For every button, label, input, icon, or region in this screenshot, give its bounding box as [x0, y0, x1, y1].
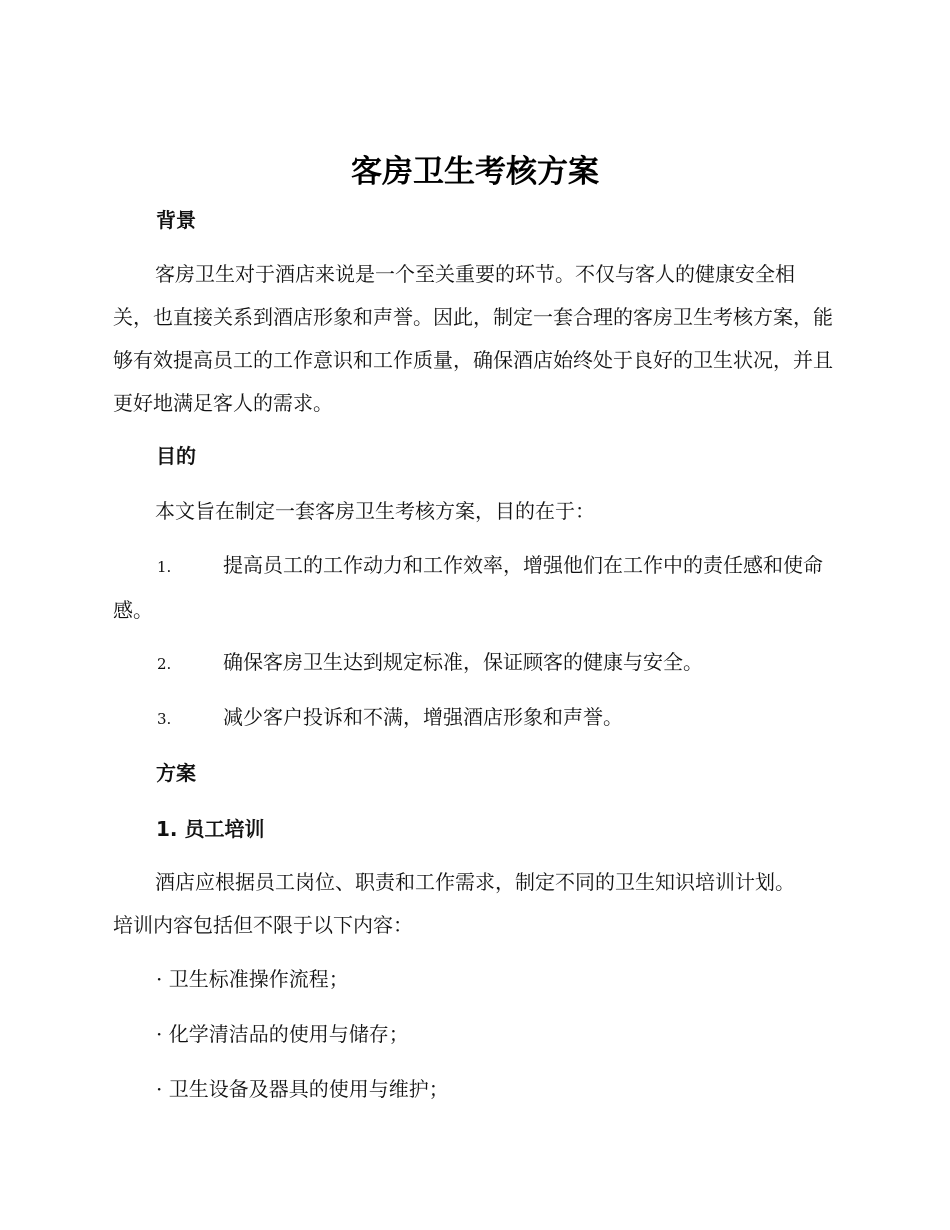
- purpose-intro: 本文旨在制定一套客房卫生考核方案，目的在于：: [155, 499, 595, 523]
- list-number: 2.: [157, 655, 172, 673]
- background-paragraph: 客房卫生对于酒店来说是一个至关重要的环节。不仅与客人的健康安全相关，也直接关系到酒店形象和声誉。因此，制定一套合理的客房卫生考核方案，能够有效提高员工的工作意识和工作质量，确保酒店始终处于良好的卫生状况，并且更好地满足客人的需求。: [113, 262, 833, 415]
- bullet-item-2: · 化学清洁品的使用与储存；: [156, 1022, 409, 1046]
- list-item-text: 减少客户投诉和不满，增强酒店形象和声誉。: [223, 705, 623, 729]
- list-number: 1.: [157, 558, 172, 576]
- list-item-text: 提高员工的工作动力和工作效率，增强他们在工作中的责任感和使命感。: [113, 553, 823, 622]
- purpose-item-1: [113, 544, 835, 632]
- bullet-item-1: · 卫生标准操作流程；: [156, 967, 349, 991]
- purpose-item-2: [113, 641, 835, 686]
- document-title: 客房卫生考核方案: [351, 154, 599, 190]
- section-heading-purpose: 目的: [156, 444, 196, 468]
- purpose-item-3: [113, 696, 835, 741]
- list-item-text: 确保客房卫生达到规定标准，保证顾客的健康与安全。: [223, 650, 703, 674]
- bullet-item-3: · 卫生设备及器具的使用与维护；: [156, 1077, 449, 1101]
- list-number: 3.: [157, 710, 172, 728]
- subheading-staff-training: 1. 员工培训: [156, 817, 265, 841]
- training-paragraph: 酒店应根据员工岗位、职责和工作需求，制定不同的卫生知识培训计划。培训内容包括但不限于以下内容：: [113, 870, 795, 937]
- section-heading-background: 背景: [156, 208, 196, 232]
- section-heading-plan: 方案: [156, 761, 196, 785]
